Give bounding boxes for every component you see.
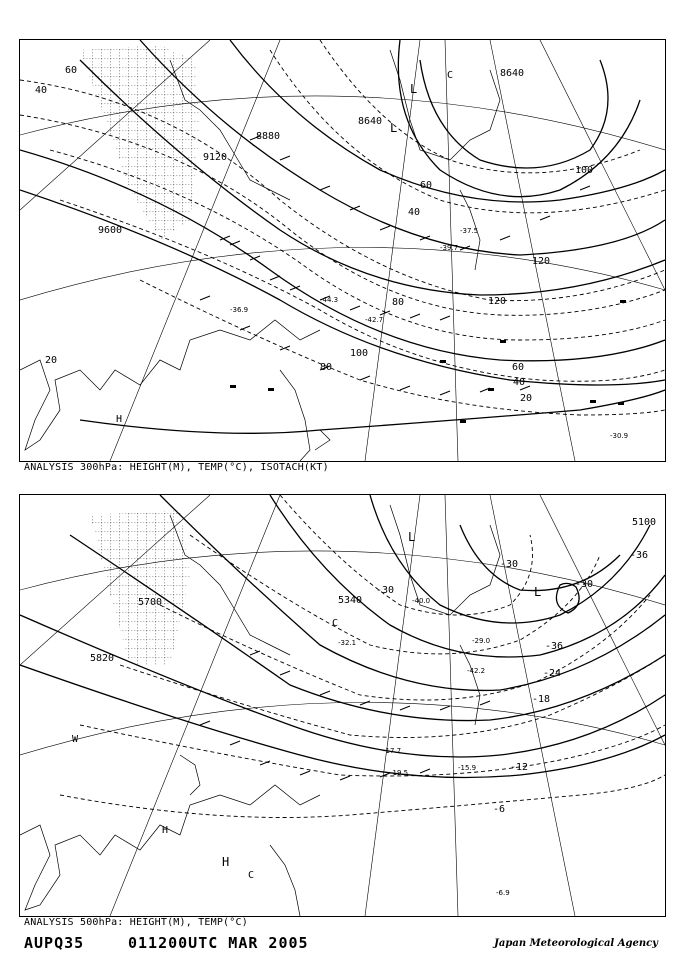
isotach-label: 120: [532, 256, 551, 267]
valid-time: 011200UTC MAR 2005: [128, 934, 309, 952]
low-center-label: L: [410, 82, 418, 96]
coastlines: [20, 505, 500, 916]
height-label: 8640: [500, 68, 525, 79]
agency-credit: Japan Meteorological Agency: [494, 938, 658, 949]
temperature-label: -24: [543, 668, 562, 679]
height-label: 5700: [138, 597, 163, 608]
isotach-label: 100: [350, 348, 369, 359]
high-center-label: H: [222, 855, 230, 869]
low-center-label: L: [534, 585, 542, 599]
cold-center-label: C: [332, 618, 339, 629]
isotach-label: 60: [512, 362, 525, 373]
station-value: -15.9: [458, 764, 477, 772]
isotach-label: 20: [45, 355, 58, 366]
height-label: 8640: [358, 116, 383, 127]
caption-300hpa: ANALYSIS 300hPa: HEIGHT(M), TEMP(°C), ISOTACH(KT): [24, 462, 329, 473]
station-value: -37.5: [460, 227, 479, 235]
station-value: -29.0: [472, 637, 491, 645]
isotach-label: 100: [575, 165, 594, 176]
station-marks: [230, 300, 626, 423]
hatched-area: [90, 510, 190, 665]
station-value: -44.3: [320, 296, 339, 304]
height-label: 8880: [256, 131, 281, 142]
station-value: -32.1: [338, 639, 357, 647]
height-label: 9120: [203, 152, 228, 163]
warm-center-label: W: [72, 734, 79, 745]
map-300hpa-svg: [20, 40, 665, 461]
station-value: -42.7: [365, 316, 384, 324]
station-value: -30.9: [610, 432, 629, 440]
temperature-label: -36: [630, 550, 649, 561]
low-center-label: L: [408, 530, 416, 544]
isotach-label: 20: [520, 393, 533, 404]
station-value: -17.7: [383, 747, 402, 755]
isotach-label: 60: [65, 65, 78, 76]
height-label: 9600: [98, 225, 123, 236]
station-value: -40.0: [412, 597, 431, 605]
station-value: -39.7: [440, 244, 459, 252]
isotach-label: 120: [488, 296, 507, 307]
coastlines: [20, 50, 500, 461]
station-value: -42.2: [467, 667, 486, 675]
isotach-label: 40: [513, 377, 526, 388]
temperature-label: -30: [376, 585, 395, 596]
isotach-label: 40: [408, 207, 421, 218]
isotach-label: 80: [320, 362, 333, 373]
analysis-300hpa-map: [19, 39, 666, 462]
temperature-label: -30: [575, 579, 594, 590]
temperature-label: -6: [493, 804, 506, 815]
wind-barbs: [200, 651, 490, 780]
station-value: -19.5: [390, 769, 409, 777]
temperature-label: -12: [510, 762, 529, 773]
low-center-label: L: [390, 121, 398, 135]
height-label: 5340: [338, 595, 363, 606]
caption-500hpa: ANALYSIS 500hPa: HEIGHT(M), TEMP(°C): [24, 917, 248, 928]
station-value: -36.9: [230, 306, 249, 314]
height-label: 5820: [90, 653, 115, 664]
temperature-label: -30: [500, 559, 519, 570]
isotach-label: 40: [35, 85, 48, 96]
cold-center-label: C: [248, 870, 255, 881]
isotach-label: 80: [392, 297, 405, 308]
high-center-label: H: [162, 825, 169, 836]
wind-hatch-area: [80, 45, 200, 240]
map-500hpa-svg: [20, 495, 665, 916]
temperature-label: -36: [545, 641, 564, 652]
chart-code: AUPQ35: [24, 934, 85, 952]
temperature-label: -18: [532, 694, 551, 705]
height-label: 5100: [632, 517, 657, 528]
isotach-label: 60: [420, 180, 433, 191]
cold-center-label: C: [447, 70, 454, 81]
analysis-500hpa-map: [19, 494, 666, 917]
high-center-label: H: [116, 414, 123, 425]
station-value: -6.9: [496, 889, 510, 897]
